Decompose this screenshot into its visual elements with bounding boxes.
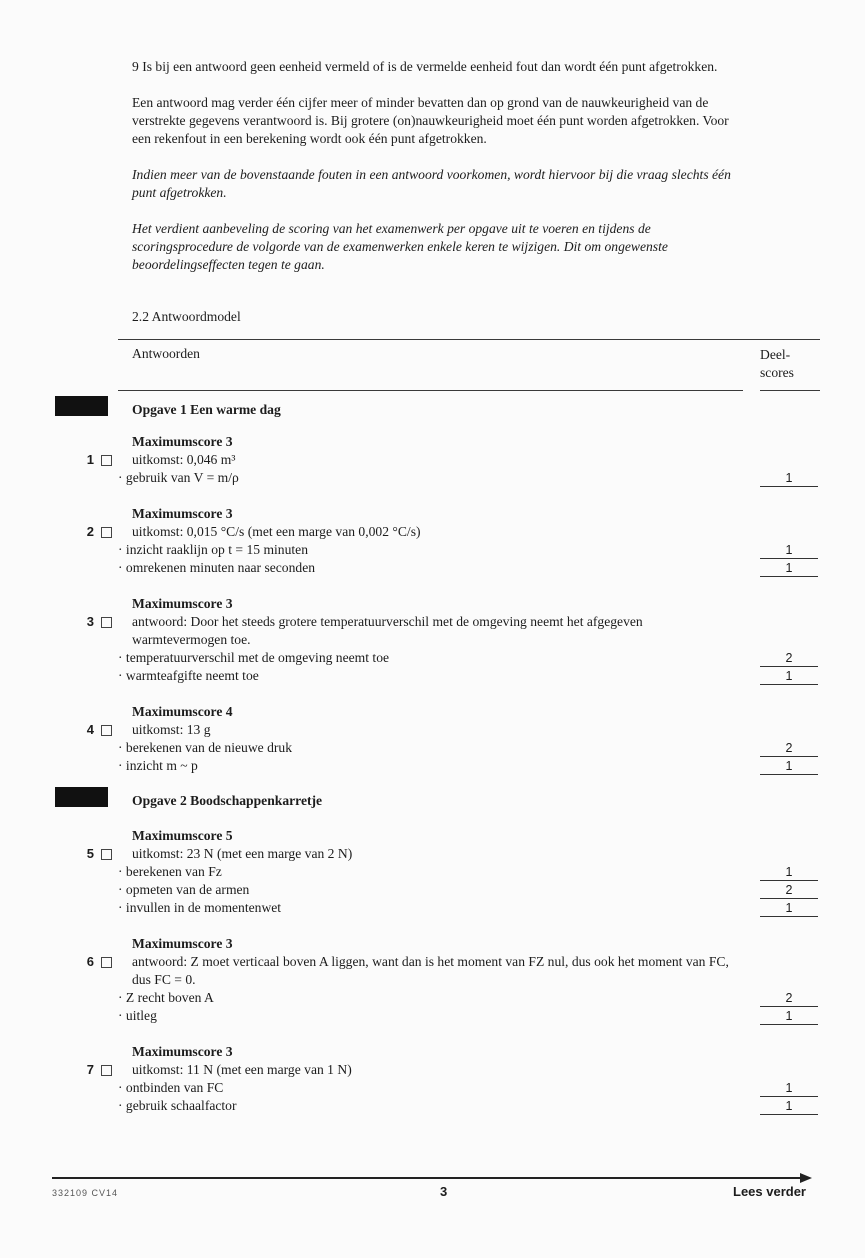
criterion-score: 2 xyxy=(760,990,818,1007)
question-number: 6 xyxy=(86,954,94,969)
max-score: Maximumscore 3 xyxy=(132,506,233,521)
criterion-score: 2 xyxy=(760,740,818,757)
question-number: 7 xyxy=(86,1062,94,1077)
continue-label: Lees verder xyxy=(733,1184,806,1199)
header-rule-bottom xyxy=(118,390,743,391)
checkbox[interactable] xyxy=(101,1065,112,1076)
criterion: · invullen in de momentenwet xyxy=(118,900,282,915)
max-score: Maximumscore 3 xyxy=(132,936,233,951)
answer: uitkomst: 23 N (met een marge van 2 N) xyxy=(132,846,353,861)
header-partial-scores: Deel- scores xyxy=(760,347,794,380)
criterion-score: 1 xyxy=(760,1080,818,1097)
footer-rule xyxy=(52,1177,804,1179)
criterion: · inzicht m ~ p xyxy=(118,758,198,773)
note-multiple-errors: Indien meer van de bovenstaande fouten in een antwoord voorkomen, wordt hiervoor bij die vraag slechts één punt afgetrokken. xyxy=(132,167,731,200)
criterion-score: 1 xyxy=(760,668,818,685)
answer: uitkomst: 11 N (met een marge van 1 N) xyxy=(132,1062,352,1077)
arrow-right-icon xyxy=(800,1173,812,1183)
criterion: · gebruik van V = m/ρ xyxy=(118,470,239,485)
criterion: · Z recht boven A xyxy=(118,990,214,1005)
question-number: 3 xyxy=(86,614,94,629)
criterion: · warmteafgifte neemt toe xyxy=(118,668,259,683)
answer: antwoord: Z moet verticaal boven A liggen, want dan is het moment van FZ nul, dus ook het moment van FC, dus FC = 0. xyxy=(132,954,729,987)
max-score: Maximumscore 5 xyxy=(132,828,233,843)
max-score: Maximumscore 3 xyxy=(132,1044,233,1059)
checkbox[interactable] xyxy=(101,527,112,538)
answer: uitkomst: 0,046 m³ xyxy=(132,452,236,467)
criterion: · temperatuurverschil met de omgeving neemt toe xyxy=(118,650,390,665)
checkbox[interactable] xyxy=(101,455,112,466)
criterion: · gebruik schaalfactor xyxy=(118,1098,237,1113)
criterion: · inzicht raaklijn op t = 15 minuten xyxy=(118,542,309,557)
criterion-score: 1 xyxy=(760,470,818,487)
criterion-score: 1 xyxy=(760,758,818,775)
header-rule-top xyxy=(118,339,820,340)
criterion: · omrekenen minuten naar seconden xyxy=(118,560,316,575)
criterion-score: 2 xyxy=(760,650,818,667)
note-9: 9 Is bij een antwoord geen eenheid vermeld of is de vermelde eenheid fout dan wordt één punt afgetrokken. xyxy=(132,59,718,74)
question-number: 4 xyxy=(86,722,94,737)
criterion: · berekenen van de nieuwe druk xyxy=(118,740,292,755)
criterion-score: 1 xyxy=(760,900,818,917)
answer: antwoord: Door het steeds grotere temperatuurverschil met de omgeving neemt het afgegeven warmtevermogen toe. xyxy=(132,614,643,647)
opgave-2-title: Opgave 2 Boodschappenkarretje xyxy=(132,793,323,808)
checkbox[interactable] xyxy=(101,617,112,628)
criterion: · berekenen van Fz xyxy=(118,864,222,879)
section-title: 2.2 Antwoordmodel xyxy=(132,309,241,324)
page-number: 3 xyxy=(440,1184,448,1199)
header-answers: Antwoorden xyxy=(132,346,200,361)
criterion: · uitleg xyxy=(118,1008,157,1023)
max-score: Maximumscore 3 xyxy=(132,434,233,449)
note-precision: Een antwoord mag verder één cijfer meer of minder bevatten dan op grond van de nauwkeurigheid van de verstrekte gegevens verantwoord is. Bij grotere (on)nauwkeurigheid moet één punt worden afgetrokken. Voor een rekenfout in een berekening wordt ook één punt afgetrokken. xyxy=(132,95,729,146)
exam-code: 332109 CV14 xyxy=(52,1188,119,1198)
checkbox[interactable] xyxy=(101,957,112,968)
criterion: · ontbinden van FC xyxy=(118,1080,224,1095)
criterion-score: 2 xyxy=(760,882,818,899)
criterion-score: 1 xyxy=(760,1008,818,1025)
answer: uitkomst: 0,015 °C/s (met een marge van 0,002 °C/s) xyxy=(132,524,421,539)
criterion-score: 1 xyxy=(760,864,818,881)
criterion-score: 1 xyxy=(760,542,818,559)
answer: uitkomst: 13 g xyxy=(132,722,211,737)
question-number: 1 xyxy=(86,452,94,467)
checkbox[interactable] xyxy=(101,849,112,860)
header-rule-scores xyxy=(760,390,820,391)
question-number: 5 xyxy=(86,846,94,861)
criterion-score: 1 xyxy=(760,560,818,577)
max-score: Maximumscore 3 xyxy=(132,596,233,611)
criterion-score: 1 xyxy=(760,1098,818,1115)
max-score: Maximumscore 4 xyxy=(132,704,233,719)
checkbox[interactable] xyxy=(101,725,112,736)
question-number: 2 xyxy=(86,524,94,539)
section-marker xyxy=(55,396,108,416)
criterion: · opmeten van de armen xyxy=(118,882,250,897)
section-marker xyxy=(55,787,108,807)
note-recommendation: Het verdient aanbeveling de scoring van het examenwerk per opgave uit te voeren en tijdens de scoringsprocedure de volgorde van de examenwerken enkele keren te wijzigen. Dit om ongewenste beoordelingseffecten tegen te gaan. xyxy=(132,221,668,272)
opgave-1-title: Opgave 1 Een warme dag xyxy=(132,402,281,417)
